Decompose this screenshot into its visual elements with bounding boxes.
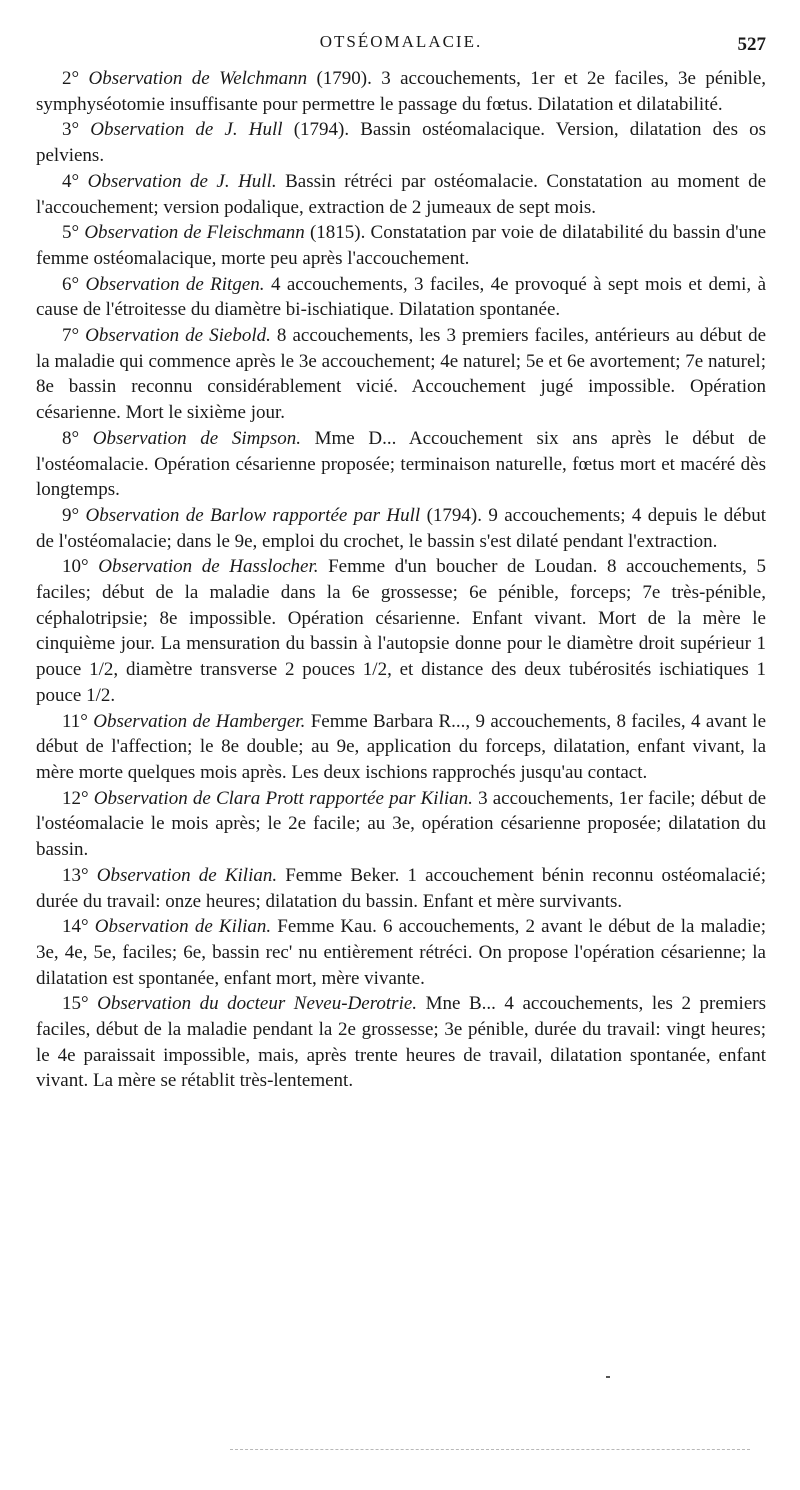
observation-title: Observation de Hamberger. <box>93 710 306 732</box>
observation-title: Observation de Kilian. <box>94 916 272 938</box>
page-header <box>36 30 766 60</box>
observation-entry <box>36 426 766 503</box>
observation-entry <box>36 863 766 914</box>
observation-entry <box>36 323 766 426</box>
observation-number: 2° <box>62 68 80 89</box>
stray-ink-mark <box>606 1376 610 1378</box>
observation-title: Observation de Ritgen. <box>85 273 265 295</box>
observation-entry <box>36 914 766 991</box>
observation-title: Observation de Clara Prott rapportée par Kilian. <box>93 787 473 809</box>
observation-title: Observation de Welchmann <box>88 68 308 89</box>
observation-title: Observation de Barlow rapportée par Hull <box>85 504 421 526</box>
observation-number: 6° <box>62 273 80 295</box>
observation-title: Observation de J. Hull <box>90 119 283 141</box>
observation-number: 13° <box>62 864 89 886</box>
observation-entry <box>36 991 766 1094</box>
observation-entry <box>36 169 766 220</box>
observation-text: Mne B... 4 accouchements, les 2 premiers faciles, début de la maladie pendant la 2e grossesse; 3e pénible, durée du travail: vingt heures; le 4e paraissait impossible, mais, après trente heures de travail, dilatation spontanée, enfant vivant. La mère se rétablit très-lentement. <box>36 993 766 1092</box>
footer-rule <box>230 1449 750 1450</box>
observation-text: (1794). Bassin ostéomalacique. Version, dilatation des os pelviens. <box>36 119 767 167</box>
observation-number: 3° <box>62 119 80 141</box>
observation-text: Bassin rétréci par ostéomalacie. Constatation au moment de l'accouchement; version podalique, extraction de 2 jumeaux de sept mois. <box>36 170 767 218</box>
observation-title: Observation du docteur Neveu-Derotrie. <box>97 993 418 1015</box>
observation-title: Observation de Kilian. <box>96 864 278 886</box>
observation-number: 12° <box>62 787 89 809</box>
observations-list <box>36 66 766 1094</box>
observation-entry <box>36 117 766 168</box>
observation-title: Observation de J. Hull. <box>87 170 277 192</box>
observation-title: Observation de Simpson. <box>92 427 301 449</box>
page-number: 527 <box>737 34 766 55</box>
running-title: OTSÉOMALACIE. <box>319 32 483 51</box>
observation-number: 15° <box>62 993 89 1015</box>
observation-number: 10° <box>62 556 89 578</box>
observation-number: 9° <box>62 504 80 526</box>
observation-text: Femme Barbara R..., 9 accouchements, 8 faciles, 4 avant le début de l'affection; le 8e double; au 9e, application du forceps, dilatation, enfant vivant, la mère morte quelques mois après. Les deux ischions rapprochés jusqu'au contact. <box>36 710 767 783</box>
observation-entry <box>36 786 766 863</box>
observation-title: Observation de Siebold. <box>85 325 271 347</box>
observation-text: (1790). 3 accouchements, 1er et 2e faciles, 3e pénible, symphyséotomie insuffisante pour permettre le passage du fœtus. Dilatation et dilatabilité. <box>36 68 767 115</box>
observation-text: 8 accouchements, les 3 premiers faciles, antérieurs au début de la maladie qui commence après le 3e accouchement; 4e naturel; 5e et 6e avortement; 7e naturel; 8e bassin reconnu considérablement vicié. Accouchement jugé impossible. Opération césarienne. Mort le sixième jour. <box>36 325 766 424</box>
observation-number: 4° <box>62 170 80 192</box>
observation-entry <box>36 220 766 271</box>
observation-number: 5° <box>62 222 80 244</box>
observation-number: 11° <box>62 710 88 732</box>
observation-entry <box>36 554 766 708</box>
observation-text: Femme Kau. 6 accouchements, 2 avant le début de la maladie; 3e, 4e, 5e, faciles; 6e, bassin rec' nu entièrement rétréci. On propose l'opération césarienne; la dilatation est spontanée, enfant mort, mère vivante. <box>36 916 766 989</box>
observation-text: 4 accouchements, 3 faciles, 4e provoqué à sept mois et demi, à cause de l'étroitesse du diamètre bi-ischiatique. Dilatation spontanée. <box>36 273 767 321</box>
observation-text: Femme d'un boucher de Loudan. 8 accouchements, 5 faciles; début de la maladie dans la 6e grossesse; 6e pénible, forceps; 7e très-pénible, céphalotripsie; 8e impossible. Opération césarienne. Enfant vivant. Mort de la mère le cinquième jour. La mensuration du bassin à l'autopsie donne pour le diamètre droit supérieur 1 pouce 1/2, diamètre transverse 2 pouces 1/2, et distance des deux tubérosités ischiatiques 1 pouce 1/2. <box>36 556 766 706</box>
observation-text: 3 accouchements, 1er facile; début de l'ostéomalacie le mois après; le 2e facile; au 3e, opération césarienne proposée; dilatation du bassin. <box>36 787 767 861</box>
observation-entry <box>36 272 766 323</box>
observation-entry <box>36 503 766 554</box>
observation-title: Observation de Hasslocher. <box>98 556 319 578</box>
observation-number: 14° <box>62 916 89 938</box>
observation-text: (1815). Constatation par voie de dilatabilité du bassin d'une femme ostéomalacique, morte peu après l'accouchement. <box>36 222 767 269</box>
observation-entry <box>36 709 766 786</box>
observation-text: Femme Beker. 1 accouchement bénin reconnu ostéomalacié; durée du travail: onze heures; dilatation du bassin. Enfant et mère survivants. <box>36 864 767 912</box>
observation-text: Mme D... Accouchement six ans après le début de l'ostéomalacie. Opération césarienne proposée; terminaison naturelle, fœtus mort et macéré dès longtemps. <box>36 427 767 501</box>
observation-number: 8° <box>62 427 80 449</box>
observation-number: 7° <box>62 325 80 347</box>
observation-text: (1794). 9 accouchements; 4 depuis le début de l'ostéomalacie; dans le 9e, emploi du crochet, le bassin s'est dilaté pendant l'extraction. <box>36 504 767 552</box>
observation-title: Observation de Fleischmann <box>84 222 305 244</box>
observation-entry <box>36 66 766 117</box>
